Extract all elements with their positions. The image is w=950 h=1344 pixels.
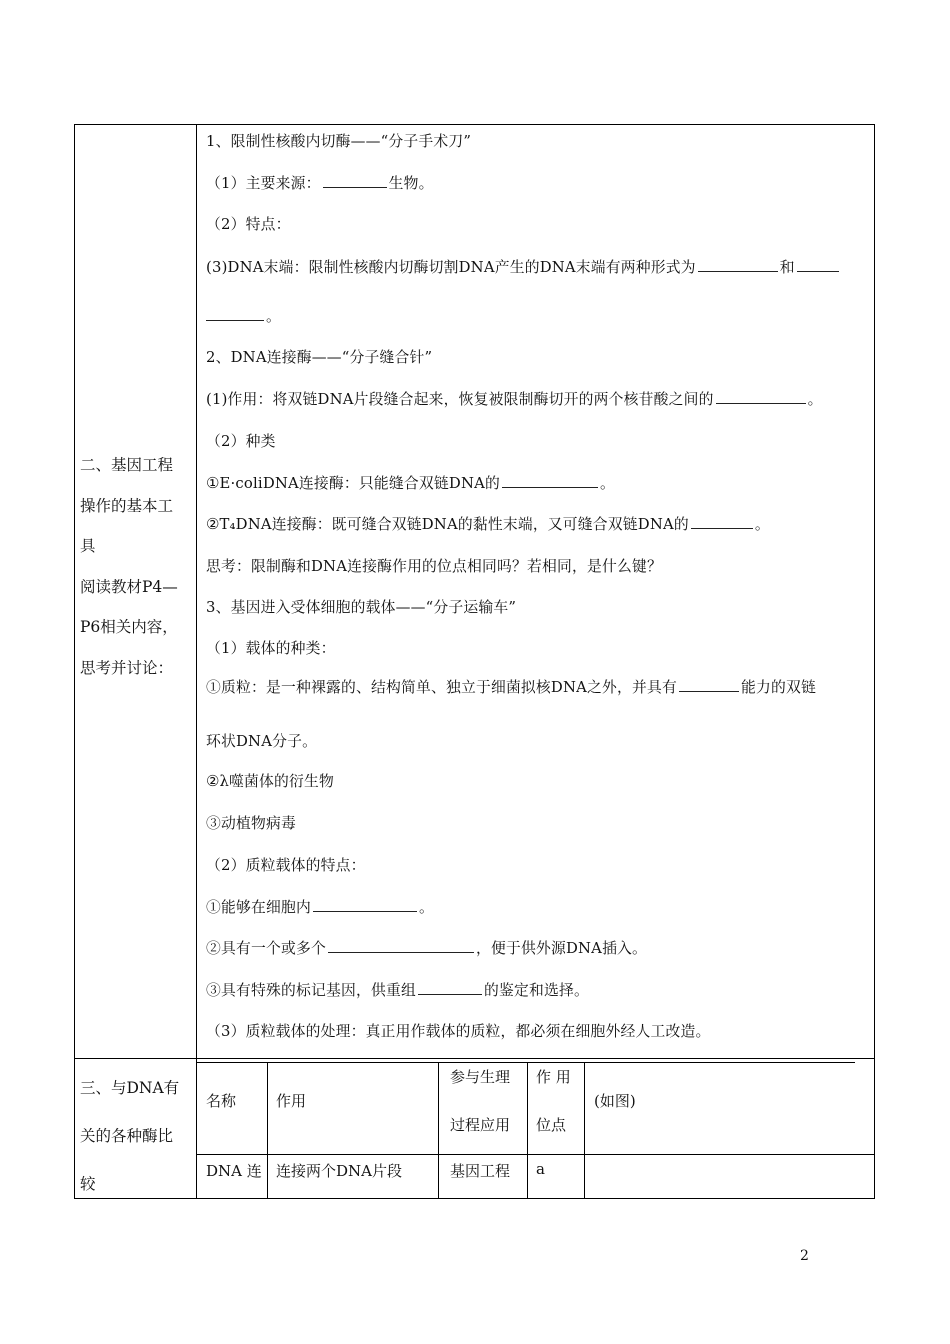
text: (3)DNA末端：限制性核酸内切酶切割DNA产生的DNA末端有两种形式为: [206, 259, 696, 276]
text-line: [206, 979, 589, 1000]
text: ①能够在细胞内: [206, 899, 311, 916]
text-line: [206, 937, 647, 958]
fill-blank[interactable]: [698, 257, 778, 272]
fill-blank[interactable]: [716, 389, 806, 404]
page-number: 2: [800, 1248, 809, 1264]
text-line: 3、基因进入受体细胞的载体——“分子运输车”: [206, 599, 517, 616]
fill-blank[interactable]: [691, 514, 753, 529]
table-line: [267, 1062, 268, 1199]
text-line: [206, 896, 434, 917]
text-line: （2）种类: [206, 433, 276, 450]
text-line: （3）质粒载体的处理：真正用作载体的质粒，都必须在细胞外经人工改造。: [206, 1023, 711, 1040]
section3-heading: [80, 1064, 192, 1208]
text-line: [206, 172, 434, 193]
table-line: [196, 1058, 197, 1199]
header-function: 作用: [276, 1092, 307, 1110]
row-process: 基因工程: [450, 1162, 511, 1180]
text: ①E·coliDNA连接酶：只能缝合双链DNA的: [206, 475, 500, 492]
text-line: [206, 256, 841, 277]
text: ②具有一个或多个: [206, 940, 326, 957]
text: 能力的双链: [741, 679, 817, 696]
text-line: [206, 513, 770, 534]
row-name: DNA 连: [206, 1162, 262, 1180]
text: ③具有特殊的标记基因，供重组: [206, 982, 416, 999]
header-site: 位点: [536, 1116, 567, 1134]
heading-line: 具: [80, 537, 96, 555]
text: 和: [779, 259, 795, 276]
text-line: （2）特点：: [206, 216, 291, 233]
text-line: （2）质粒载体的特点：: [206, 857, 366, 874]
heading-line: 思考并讨论：: [80, 658, 174, 677]
header-process: 过程应用: [450, 1116, 511, 1134]
text-line: 2、DNA连接酶——“分子缝合针”: [206, 349, 433, 366]
text: 。: [600, 475, 615, 492]
text-line: 思考：限制酶和DNA连接酶作用的位点相同吗？若相同，是什么键？: [206, 558, 663, 575]
fill-blank[interactable]: [418, 980, 482, 995]
text: 。: [754, 516, 770, 533]
row-function: 连接两个DNA片段: [276, 1162, 402, 1180]
text-line: [206, 388, 823, 409]
table-line: [584, 1062, 585, 1199]
text: 。: [266, 308, 281, 325]
fill-blank[interactable]: [797, 257, 839, 272]
fill-blank[interactable]: [206, 306, 264, 321]
table-line: [438, 1062, 439, 1199]
heading-line: 关的各种酶比: [80, 1127, 174, 1145]
fill-blank[interactable]: [328, 938, 474, 953]
table-line: [527, 1062, 528, 1199]
heading-line: 阅读教材P4—: [80, 577, 178, 596]
text-line: ③动植物病毒: [206, 815, 296, 832]
text: ，便于供外源DNA插入。: [475, 940, 648, 957]
text-line: [206, 472, 615, 493]
heading-line: P6相关内容，: [80, 618, 178, 636]
row-site: a: [536, 1160, 545, 1178]
text-line: ②λ噬菌体的衍生物: [206, 773, 335, 790]
text-line: 1、限制性核酸内切酶——“分子手术刀”: [206, 133, 472, 150]
header-name: 名称: [206, 1092, 237, 1110]
fill-blank[interactable]: [502, 473, 598, 488]
text: (1)作用：将双链DNA片段缝合起来，恢复被限制酶切开的两个核苷酸之间的: [206, 391, 714, 408]
table-line: [196, 1062, 855, 1063]
header-site: 作 用: [536, 1068, 571, 1086]
text: 。: [418, 899, 434, 916]
text-line: 环状DNA分子。: [206, 733, 318, 750]
header-process: 参与生理: [450, 1068, 511, 1086]
text-line: [206, 676, 816, 697]
heading-line: 操作的基本工: [80, 496, 174, 515]
text: 生物。: [388, 175, 434, 192]
text: （1）主要来源：: [206, 175, 321, 192]
fill-blank[interactable]: [679, 677, 739, 692]
text: ②T₄DNA连接酶：既可缝合双链DNA的黏性末端，又可缝合双链DNA的: [206, 516, 689, 533]
header-figure: (如图): [594, 1092, 636, 1110]
fill-blank[interactable]: [323, 173, 387, 188]
text: 。: [807, 391, 823, 408]
fill-blank[interactable]: [313, 897, 417, 912]
table-line: [196, 1154, 875, 1155]
text: ①质粒：是一种裸露的、结构简单、独立于细菌拟核DNA之外，并具有: [206, 679, 678, 696]
heading-line: 较: [80, 1175, 96, 1193]
text: 的鉴定和选择。: [483, 982, 589, 999]
heading-line: 三、与DNA有: [80, 1079, 180, 1097]
heading-line: 二、基因工程: [80, 456, 174, 474]
text-line: （1）载体的种类：: [206, 640, 336, 657]
text-line: [206, 305, 281, 326]
